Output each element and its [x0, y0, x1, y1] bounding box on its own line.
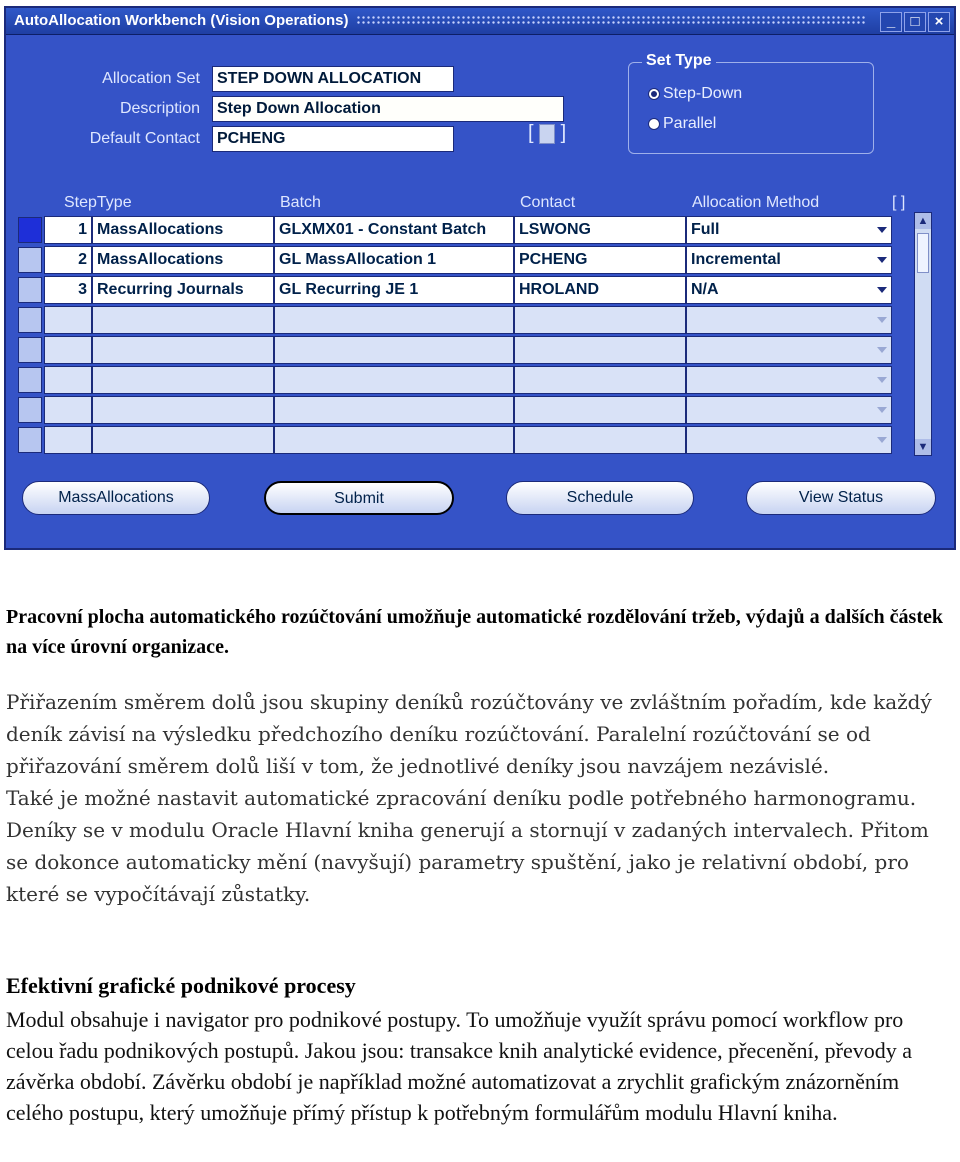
column-header-batch: Batch: [280, 194, 321, 211]
allocation-method-value: N/A: [691, 281, 719, 298]
radio-label: Step-Down: [663, 85, 743, 102]
title-bar[interactable]: [6, 8, 954, 35]
chevron-down-icon[interactable]: [877, 407, 887, 413]
row-indicator[interactable]: [18, 277, 42, 303]
maximize-icon[interactable]: □: [904, 12, 926, 32]
paragraph-schedule: Také je možné nastavit automatické zpracování deníku podle potřebného harmonogramu. Deníky se v modulu Oracle Hlavní kniha generují a stornují v zadaných intervalech. Přitom se dokonce automaticky mění (navyšují) parametry spuštění, jako je relativní období, pro které se vypočítávají zůstatky.: [6, 786, 929, 906]
cell-type[interactable]: [92, 336, 274, 364]
column-header-steptype: StepType: [64, 194, 132, 211]
chevron-down-icon[interactable]: [877, 347, 887, 353]
cell-contact[interactable]: LSWONG: [514, 216, 686, 244]
radio-unselected-icon[interactable]: [648, 118, 660, 130]
allocation-method-value: Full: [691, 221, 720, 238]
cell-num[interactable]: [44, 336, 92, 364]
cell-num[interactable]: [44, 396, 92, 424]
set-type-group: [628, 62, 874, 154]
radio-parallel[interactable]: [648, 115, 716, 133]
row-indicator[interactable]: [18, 247, 42, 273]
scroll-up-icon[interactable]: ▲: [915, 213, 931, 229]
allocation-method-select[interactable]: [686, 336, 892, 364]
allocation-method-select[interactable]: [686, 246, 892, 274]
body-paragraph: [6, 686, 952, 910]
cell-num[interactable]: [44, 306, 92, 334]
allocation-method-select[interactable]: [686, 366, 892, 394]
allocation-set-label: Allocation Set: [102, 70, 200, 87]
scroll-thumb[interactable]: [917, 233, 929, 273]
cell-type[interactable]: MassAllocations: [92, 216, 274, 244]
column-header-allocation-method: Allocation Method: [692, 194, 820, 211]
table-scrollbar[interactable]: [914, 212, 932, 456]
cell-type[interactable]: [92, 426, 274, 454]
submit-button[interactable]: Submit: [264, 481, 454, 515]
allocation-set-field[interactable]: STEP DOWN ALLOCATION: [212, 66, 454, 92]
row-indicator[interactable]: [18, 367, 42, 393]
cell-contact[interactable]: HROLAND: [514, 276, 686, 304]
column-header-contact: Contact: [520, 194, 576, 211]
cell-num[interactable]: [44, 366, 92, 394]
chevron-down-icon[interactable]: [877, 227, 887, 233]
close-icon[interactable]: ×: [928, 12, 950, 32]
allocation-method-select[interactable]: [686, 396, 892, 424]
description-field[interactable]: Step Down Allocation: [212, 96, 564, 122]
default-contact-label: Default Contact: [89, 130, 200, 147]
chevron-down-icon[interactable]: [877, 257, 887, 263]
allocation-method-select[interactable]: [686, 216, 892, 244]
allocation-method-select[interactable]: [686, 306, 892, 334]
row-indicator[interactable]: [18, 217, 42, 243]
cell-num[interactable]: [44, 426, 92, 454]
cell-contact[interactable]: [514, 366, 686, 394]
descriptive-flexfield[interactable]: [ ]: [528, 122, 567, 144]
flexfield-box[interactable]: [539, 124, 555, 144]
cell-batch[interactable]: [274, 366, 514, 394]
cell-batch[interactable]: [274, 426, 514, 454]
chevron-down-icon[interactable]: [877, 287, 887, 293]
cell-contact[interactable]: [514, 426, 686, 454]
paragraph-step-down: Přiřazením směrem dolů jsou skupiny deníků rozúčtovány ve zvláštním pořadím, kde každý deník závisí na výsledku předchozího deníku rozúčtování. Paralelní rozúčtování se od přiřazování směrem dolů liší v tom, že jednotlivé deníky jsou navzájem nezávislé.: [6, 690, 932, 778]
cell-num[interactable]: 2: [44, 246, 92, 274]
scroll-down-icon[interactable]: ▼: [915, 439, 931, 455]
chevron-down-icon[interactable]: [877, 437, 887, 443]
chevron-down-icon[interactable]: [877, 377, 887, 383]
cell-num[interactable]: 3: [44, 276, 92, 304]
cell-type[interactable]: MassAllocations: [92, 246, 274, 274]
cell-contact[interactable]: PCHENG: [514, 246, 686, 274]
cell-batch[interactable]: GL Recurring JE 1: [274, 276, 514, 304]
mass-allocations-button[interactable]: MassAllocations: [22, 481, 210, 515]
minimize-icon[interactable]: _: [880, 12, 902, 32]
view-status-button[interactable]: View Status: [746, 481, 936, 515]
cell-type[interactable]: [92, 306, 274, 334]
cell-num[interactable]: 1: [44, 216, 92, 244]
chevron-down-icon[interactable]: [877, 317, 887, 323]
allocation-method-value: Incremental: [691, 251, 781, 268]
row-indicator[interactable]: [18, 337, 42, 363]
cell-type[interactable]: [92, 366, 274, 394]
set-type-title: Set Type: [642, 52, 716, 70]
row-indicator[interactable]: [18, 307, 42, 333]
cell-type[interactable]: [92, 396, 274, 424]
window-title: AutoAllocation Workbench (Vision Operations): [14, 12, 349, 29]
row-indicator[interactable]: [18, 427, 42, 453]
radio-label: Parallel: [663, 115, 717, 132]
row-indicator[interactable]: [18, 397, 42, 423]
allocation-method-select[interactable]: [686, 426, 892, 454]
body-paragraph-workflow: Modul obsahuje i navigator pro podnikové postupy. To umožňuje využít správu pomocí workflow pro celou řadu podnikových postupů. Jakou jsou: transakce knih analytické evidence, přecenění, převody a závěrka období. Závěrku období je například možné automatizovat a zrychlit grafickým znázorněním celého postupu, který umožňuje přímý přístup k potřebným formulářům modulu Hlavní kniha.: [6, 1007, 912, 1125]
radio-selected-icon[interactable]: [648, 88, 660, 100]
schedule-button[interactable]: Schedule: [506, 481, 694, 515]
caption-text: Pracovní plocha automatického rozúčtování umožňuje automatické rozdělování tržeb, výdajů a dalších částek na více úrovní organizace.: [6, 606, 943, 658]
cell-batch[interactable]: GL MassAllocation 1: [274, 246, 514, 274]
allocation-method-select[interactable]: [686, 276, 892, 304]
cell-contact[interactable]: [514, 336, 686, 364]
cell-contact[interactable]: [514, 396, 686, 424]
section-heading: Efektivní grafické podnikové procesy: [6, 973, 356, 998]
default-contact-field[interactable]: PCHENG: [212, 126, 454, 152]
cell-batch[interactable]: GLXMX01 - Constant Batch: [274, 216, 514, 244]
cell-type[interactable]: Recurring Journals: [92, 276, 274, 304]
title-bar-pattern: [356, 15, 866, 25]
cell-batch[interactable]: [274, 336, 514, 364]
column-header-flexfield[interactable]: [ ]: [892, 194, 906, 211]
description-label: Description: [119, 100, 200, 117]
cell-contact[interactable]: [514, 306, 686, 334]
radio-step-down[interactable]: [648, 85, 742, 103]
cell-batch[interactable]: [274, 396, 514, 424]
cell-batch[interactable]: [274, 306, 514, 334]
